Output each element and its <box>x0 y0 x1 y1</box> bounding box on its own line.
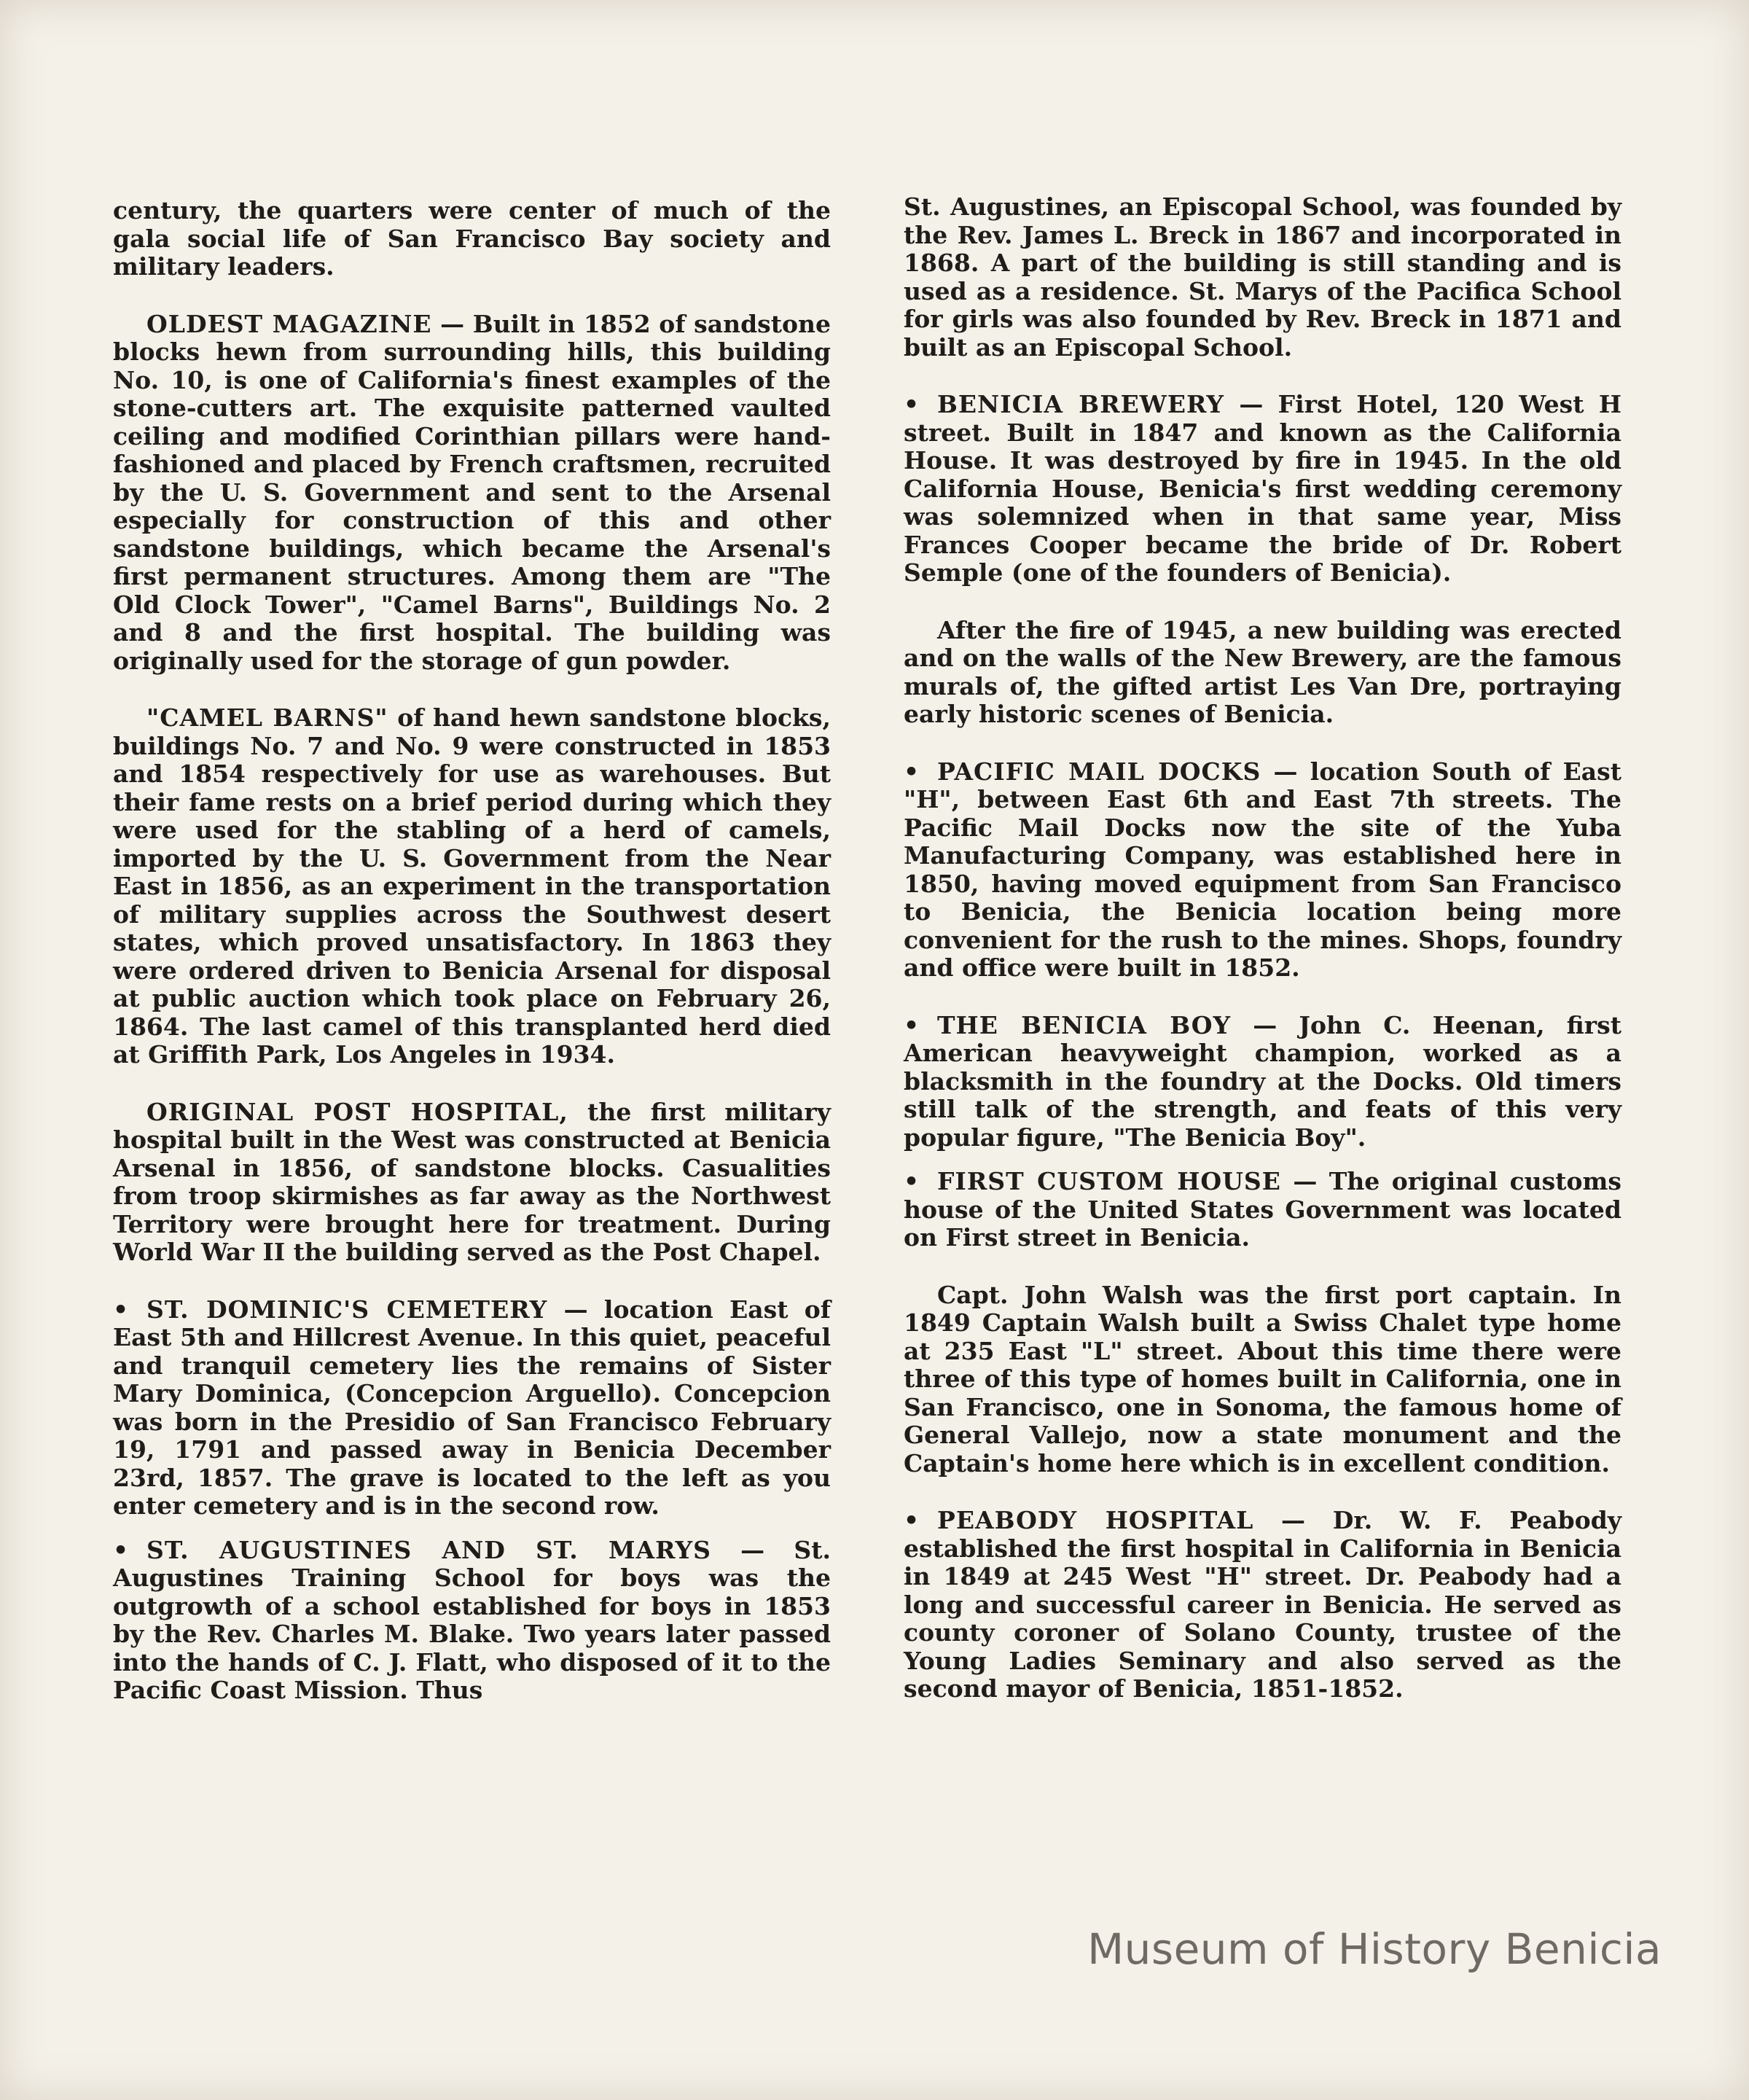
section-heading: ST. DOMINIC'S CEMETERY <box>146 1295 548 1324</box>
section-heading: "CAMEL BARNS" <box>146 703 388 732</box>
paragraph-text: century, the quarters were center of much of the gala social life of San Francisco Bay society and military leaders. <box>113 196 831 281</box>
section-heading: ORIGINAL POST HOSPITAL, <box>146 1097 568 1126</box>
section-heading: PEABODY HOSPITAL <box>937 1506 1254 1534</box>
paragraph-text: Capt. John Walsh was the first port captain. In 1849 Captain Walsh built a Swiss Chalet type home at 235 East "L" street. About this time there were three of this type of homes built in California, one in San Francisco, one in Sonoma, the famous home of General Vallejo, now a state monument and the Captain's home here which is in excellent condition. <box>904 1280 1621 1478</box>
section-heading: OLDEST MAGAZINE <box>146 309 432 338</box>
museum-watermark: Museum of History Benicia <box>1087 1924 1662 1974</box>
paragraph-st-dominics-cemetery <box>113 1296 831 1521</box>
paragraph-text: — The original customs house of the United States Government was located on First street in Benicia. <box>904 1167 1621 1252</box>
left-column <box>113 197 831 1734</box>
paragraph-capt-john-walsh <box>904 1281 1621 1478</box>
bullet-icon: • <box>904 757 920 786</box>
paragraph-oldest-magazine <box>113 311 831 676</box>
paragraph-text: — St. Augustines Training School for boys was the outgrowth of a school established for boys in 1853 by the Rev. Charles M. Blake. Two years later passed into the hands of C. J. Flatt, who disposed of it to the Pacific Coast Mission. Thus <box>113 1535 831 1704</box>
right-column <box>904 193 1621 1733</box>
paragraph-text: — First Hotel, 120 West H street. Built in 1847 and known as the California House. It was destroyed by fire in 1945. In the old California House, Benicia's first wedding ceremony was solemnized when in that same year, Miss Frances Cooper became the bride of Dr. Robert Semple (one of the founders of Benicia). <box>904 390 1622 587</box>
section-heading: BENICIA BREWERY <box>937 390 1224 418</box>
paragraph-benicia-brewery <box>904 391 1621 588</box>
bullet-icon: • <box>904 1506 920 1534</box>
section-heading: PACIFIC MAIL DOCKS <box>937 757 1261 786</box>
paragraph-st-augustines-continued <box>904 193 1621 362</box>
paragraph-text: — location East of East 5th and Hillcrest Avenue. In this quiet, peaceful and tranquil cemetery lies the remains of Sister Mary Dominica, (Concepcion Arguello). Concepcion was born in the Presidio of San Francisco February 19, 1791 and passed away in Benicia December 23rd, 1857. The grave is located to the left as you enter cemetery and is in the second row. <box>113 1295 831 1520</box>
bullet-icon: • <box>904 390 920 418</box>
paragraph-text: — John C. Heenan, first American heavyweight champion, worked as a blacksmith in the foundry at the Docks. Old timers still talk of the strength, and feats of this very popular figure, "The Benicia Boy". <box>904 1010 1621 1152</box>
bullet-icon: • <box>904 1010 920 1039</box>
bullet-icon: • <box>904 1167 920 1195</box>
paragraph-text: — Built in 1852 of sandstone blocks hewn from surrounding hills, this building No. 10, is one of California's finest examples of the stone-cutters art. The exquisite patterned vaulted ceiling and modified Corinthian pillars were hand-fashioned and placed by French craftsmen, recruited by the U. S. Government and sent to the Arsenal especially for construction of this and other sandstone buildings, which became the Arsenal's first permanent structures. Among them are "The Old Clock Tower", "Camel Barns", Buildings No. 2 and 8 and the first hospital. The building was originally used for the storage of gun powder. <box>113 309 832 675</box>
section-heading: FIRST CUSTOM HOUSE <box>937 1167 1281 1195</box>
paragraph-camel-barns <box>113 704 831 1069</box>
paragraph-peabody-hospital <box>904 1507 1621 1703</box>
paragraph-st-augustines-and-st-marys <box>113 1537 831 1705</box>
paragraph-text: — Dr. W. F. Peabody established the first hospital in California in Benicia in 1849 at 245 West "H" street. Dr. Peabody had a long and successful career in Benicia. He served as county coroner of Solano County, trustee of the Young Ladies Seminary and also served as the second mayor of Benicia, 1851-1852. <box>904 1506 1621 1703</box>
bullet-icon: • <box>113 1295 129 1324</box>
paragraph-pacific-mail-docks <box>904 758 1621 983</box>
paragraph-new-brewery <box>904 617 1621 729</box>
section-heading: THE BENICIA BOY <box>937 1010 1232 1039</box>
paragraph-benicia-boy <box>904 1012 1621 1152</box>
bullet-icon: • <box>113 1535 129 1564</box>
paragraph-text: — location South of East "H", between East 6th and East 7th streets. The Pacific Mail Docks now the site of the Yuba Manufacturing Company, was established here in 1850, having moved equipment from San Francisco to Benicia, the Benicia location being more convenient for the rush to the mines. Shops, foundry and office were built in 1852. <box>904 757 1621 982</box>
section-heading: ST. AUGUSTINES AND ST. MARYS <box>146 1535 711 1564</box>
paragraph-text: St. Augustines, an Episcopal School, was founded by the Rev. James L. Breck in 1867 and incorporated in 1868. A part of the building is still standing and is used as a residence. St. Marys of the Pacifica School for girls was also founded by Rev. Breck in 1871 and built as an Episcopal School. <box>904 192 1621 362</box>
paragraph-quarters-continued <box>113 197 831 281</box>
paragraph-text: After the fire of 1945, a new building was erected and on the walls of the New Brewery, are the famous murals of, the gifted artist Les Van Dre, portraying early historic scenes of Benicia. <box>904 615 1621 728</box>
paragraph-original-post-hospital <box>113 1098 831 1267</box>
paragraph-first-custom-house <box>904 1168 1621 1252</box>
paragraph-text: the first military hospital built in the West was constructed at Benicia Arsenal in 1856, of sandstone blocks. Casualities from troop skirmishes as far away as the Northwest Territory were brought here for treatment. During World War II the building served as the Post Chapel. <box>113 1097 831 1266</box>
paragraph-text: of hand hewn sandstone blocks, buildings No. 7 and No. 9 were constructed in 1853 and 1854 respectively for use as warehouses. But their fame rests on a brief period during which they were used for the stabling of a herd of camels, imported by the U. S. Government from the Near East in 1856, as an experiment in the transportation of military supplies across the Southwest desert states, which proved unsatisfactory. In 1863 they were ordered driven to Benicia Arsenal for disposal at public auction which took place on February 26, 1864. The last camel of this transplanted herd died at Griffith Park, Los Angeles in 1934. <box>113 703 831 1069</box>
